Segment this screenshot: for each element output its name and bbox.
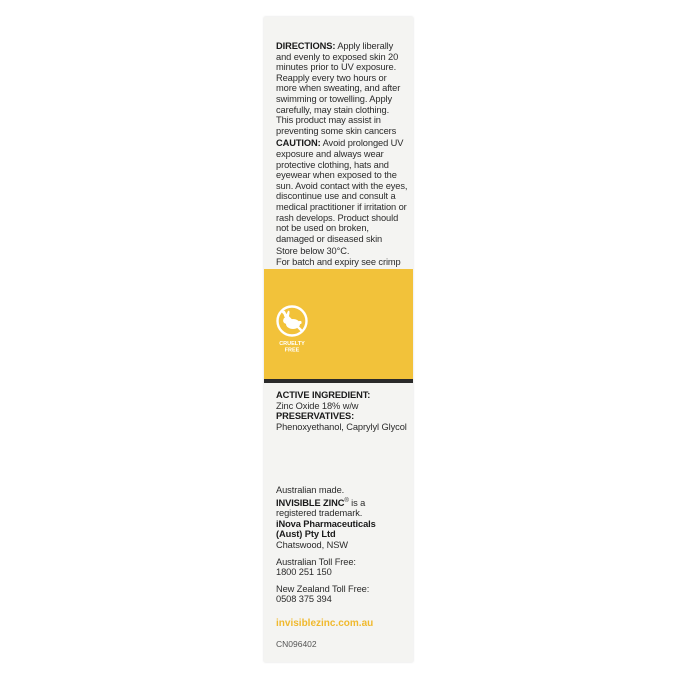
ingredients-block <box>276 390 408 432</box>
directions-heading: DIRECTIONS: <box>276 41 336 51</box>
storage-text: Store below 30°C. <box>276 246 350 257</box>
caution-paragraph <box>276 138 408 244</box>
website-link[interactable]: invisiblezinc.com.au <box>276 618 374 629</box>
australian-made-text: Australian made. <box>276 485 345 495</box>
preservatives-heading: PRESERVATIVES: <box>276 411 355 422</box>
caution-heading: CAUTION: <box>276 138 321 149</box>
batch-text: For batch and expiry see crimp <box>276 256 401 267</box>
company-name-2: (Aust) Pty Ltd <box>276 529 336 540</box>
cruelty-free-logo <box>274 303 310 363</box>
directions-text: Apply liberally and evenly to exposed skin 20 minutes prior to UV exposure. Reapply every two hours or more when sweating, and after swimming or towelling. Apply carefully, may stain clothing. This product may assist in preventing some skin cancers <box>276 41 401 136</box>
company-block <box>276 485 408 605</box>
company-city: Chatswood, NSW <box>276 540 348 551</box>
company-name-1: iNova Pharmaceuticals <box>276 518 376 529</box>
trademark-text-2: registered trademark. <box>276 508 363 519</box>
trademark-line <box>276 496 408 509</box>
cruelty-free-line1: CRUELTY <box>279 341 305 347</box>
product-box-side-panel <box>264 17 413 662</box>
directions-paragraph <box>276 41 408 136</box>
trademark-text: is a <box>348 497 366 508</box>
band-divider <box>264 379 413 383</box>
cruelty-free-line2: FREE <box>284 347 300 354</box>
au-toll-free-number: 1800 251 150 <box>276 567 332 578</box>
active-ingredient-value: Zinc Oxide 18% w/w <box>276 400 359 411</box>
directions-block <box>276 41 408 267</box>
au-toll-free-label: Australian Toll Free: <box>276 556 356 567</box>
caution-text: Avoid prolonged UV exposure and always wear protective clothing, hats and eyewear when exposed to the sun. Avoid contact with the eyes, discontinue use and consult a medical practitioner if irritation or rash develops. Product should not be used on broken, damaged or diseased skin <box>276 138 408 244</box>
registered-symbol: ® <box>344 497 349 504</box>
trademark-name: INVISIBLE ZINC <box>276 497 345 508</box>
product-code: CN096402 <box>276 639 317 649</box>
nz-toll-free-number: 0508 375 394 <box>276 594 332 605</box>
active-ingredient-heading: ACTIVE INGREDIENT: <box>276 390 371 400</box>
preservatives-value: Phenoxyethanol, Caprylyl Glycol <box>276 421 407 432</box>
nz-toll-free-label: New Zealand Toll Free: <box>276 583 370 594</box>
